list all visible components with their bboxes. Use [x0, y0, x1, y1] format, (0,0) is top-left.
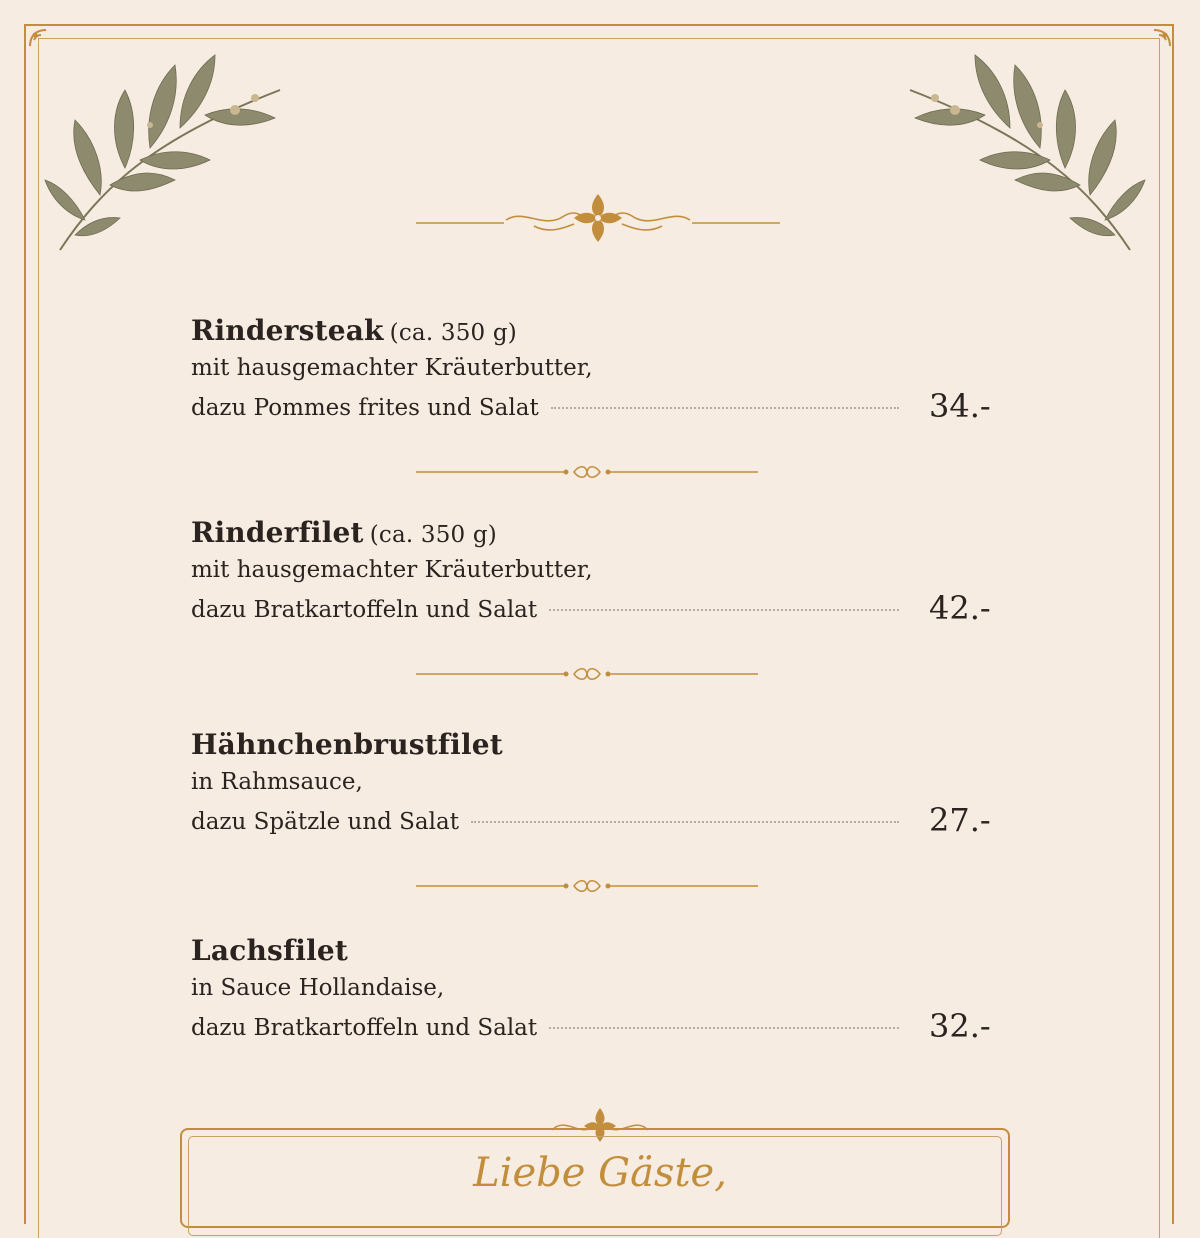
dish-weight: (ca. 350 g) [369, 522, 497, 548]
dotted-leader [551, 407, 899, 409]
dish-description-line: dazu Spätzle und Salat [191, 809, 459, 835]
dish-description-line: dazu Bratkartoffeln und Salat [191, 1015, 538, 1041]
dish-description-line: dazu Pommes frites und Salat [191, 395, 539, 421]
small-flourish-divider-icon [414, 462, 760, 482]
dish-weight: (ca. 350 g) [389, 320, 517, 346]
leaf-branch-icon [890, 20, 1150, 270]
small-flourish-divider-icon [414, 876, 760, 896]
dotted-leader [549, 609, 899, 611]
dish-price: 42.- [929, 589, 991, 627]
dish-description-line: mit hausgemachter Kräuterbutter, [191, 355, 593, 381]
flourish-divider-icon [414, 190, 782, 246]
dotted-leader [549, 1027, 899, 1029]
dish-description-line: mit hausgemachter Kräuterbutter, [191, 557, 593, 583]
dish-name: Lachsfilet [191, 934, 349, 967]
dish-description-line: in Rahmsauce, [191, 769, 363, 795]
menu-item [191, 314, 991, 426]
notice-title: Liebe Gäste, [473, 1150, 727, 1196]
dish-description-line: dazu Bratkartoffeln und Salat [191, 597, 538, 623]
small-flourish-divider-icon [414, 664, 760, 684]
menu-item [191, 728, 991, 840]
dish-name: Rindersteak [191, 314, 384, 347]
menu-item [191, 934, 991, 1046]
leaf-branch-icon [40, 20, 300, 270]
menu-item [191, 516, 991, 628]
dish-price: 27.- [929, 801, 991, 839]
dish-description-line: in Sauce Hollandaise, [191, 975, 445, 1001]
dish-price: 32.- [929, 1007, 991, 1045]
dish-name: Rinderfilet [191, 516, 364, 549]
dish-name: Hähnchenbrustfilet [191, 728, 503, 761]
dotted-leader [471, 821, 899, 823]
dish-price: 34.- [929, 387, 991, 425]
